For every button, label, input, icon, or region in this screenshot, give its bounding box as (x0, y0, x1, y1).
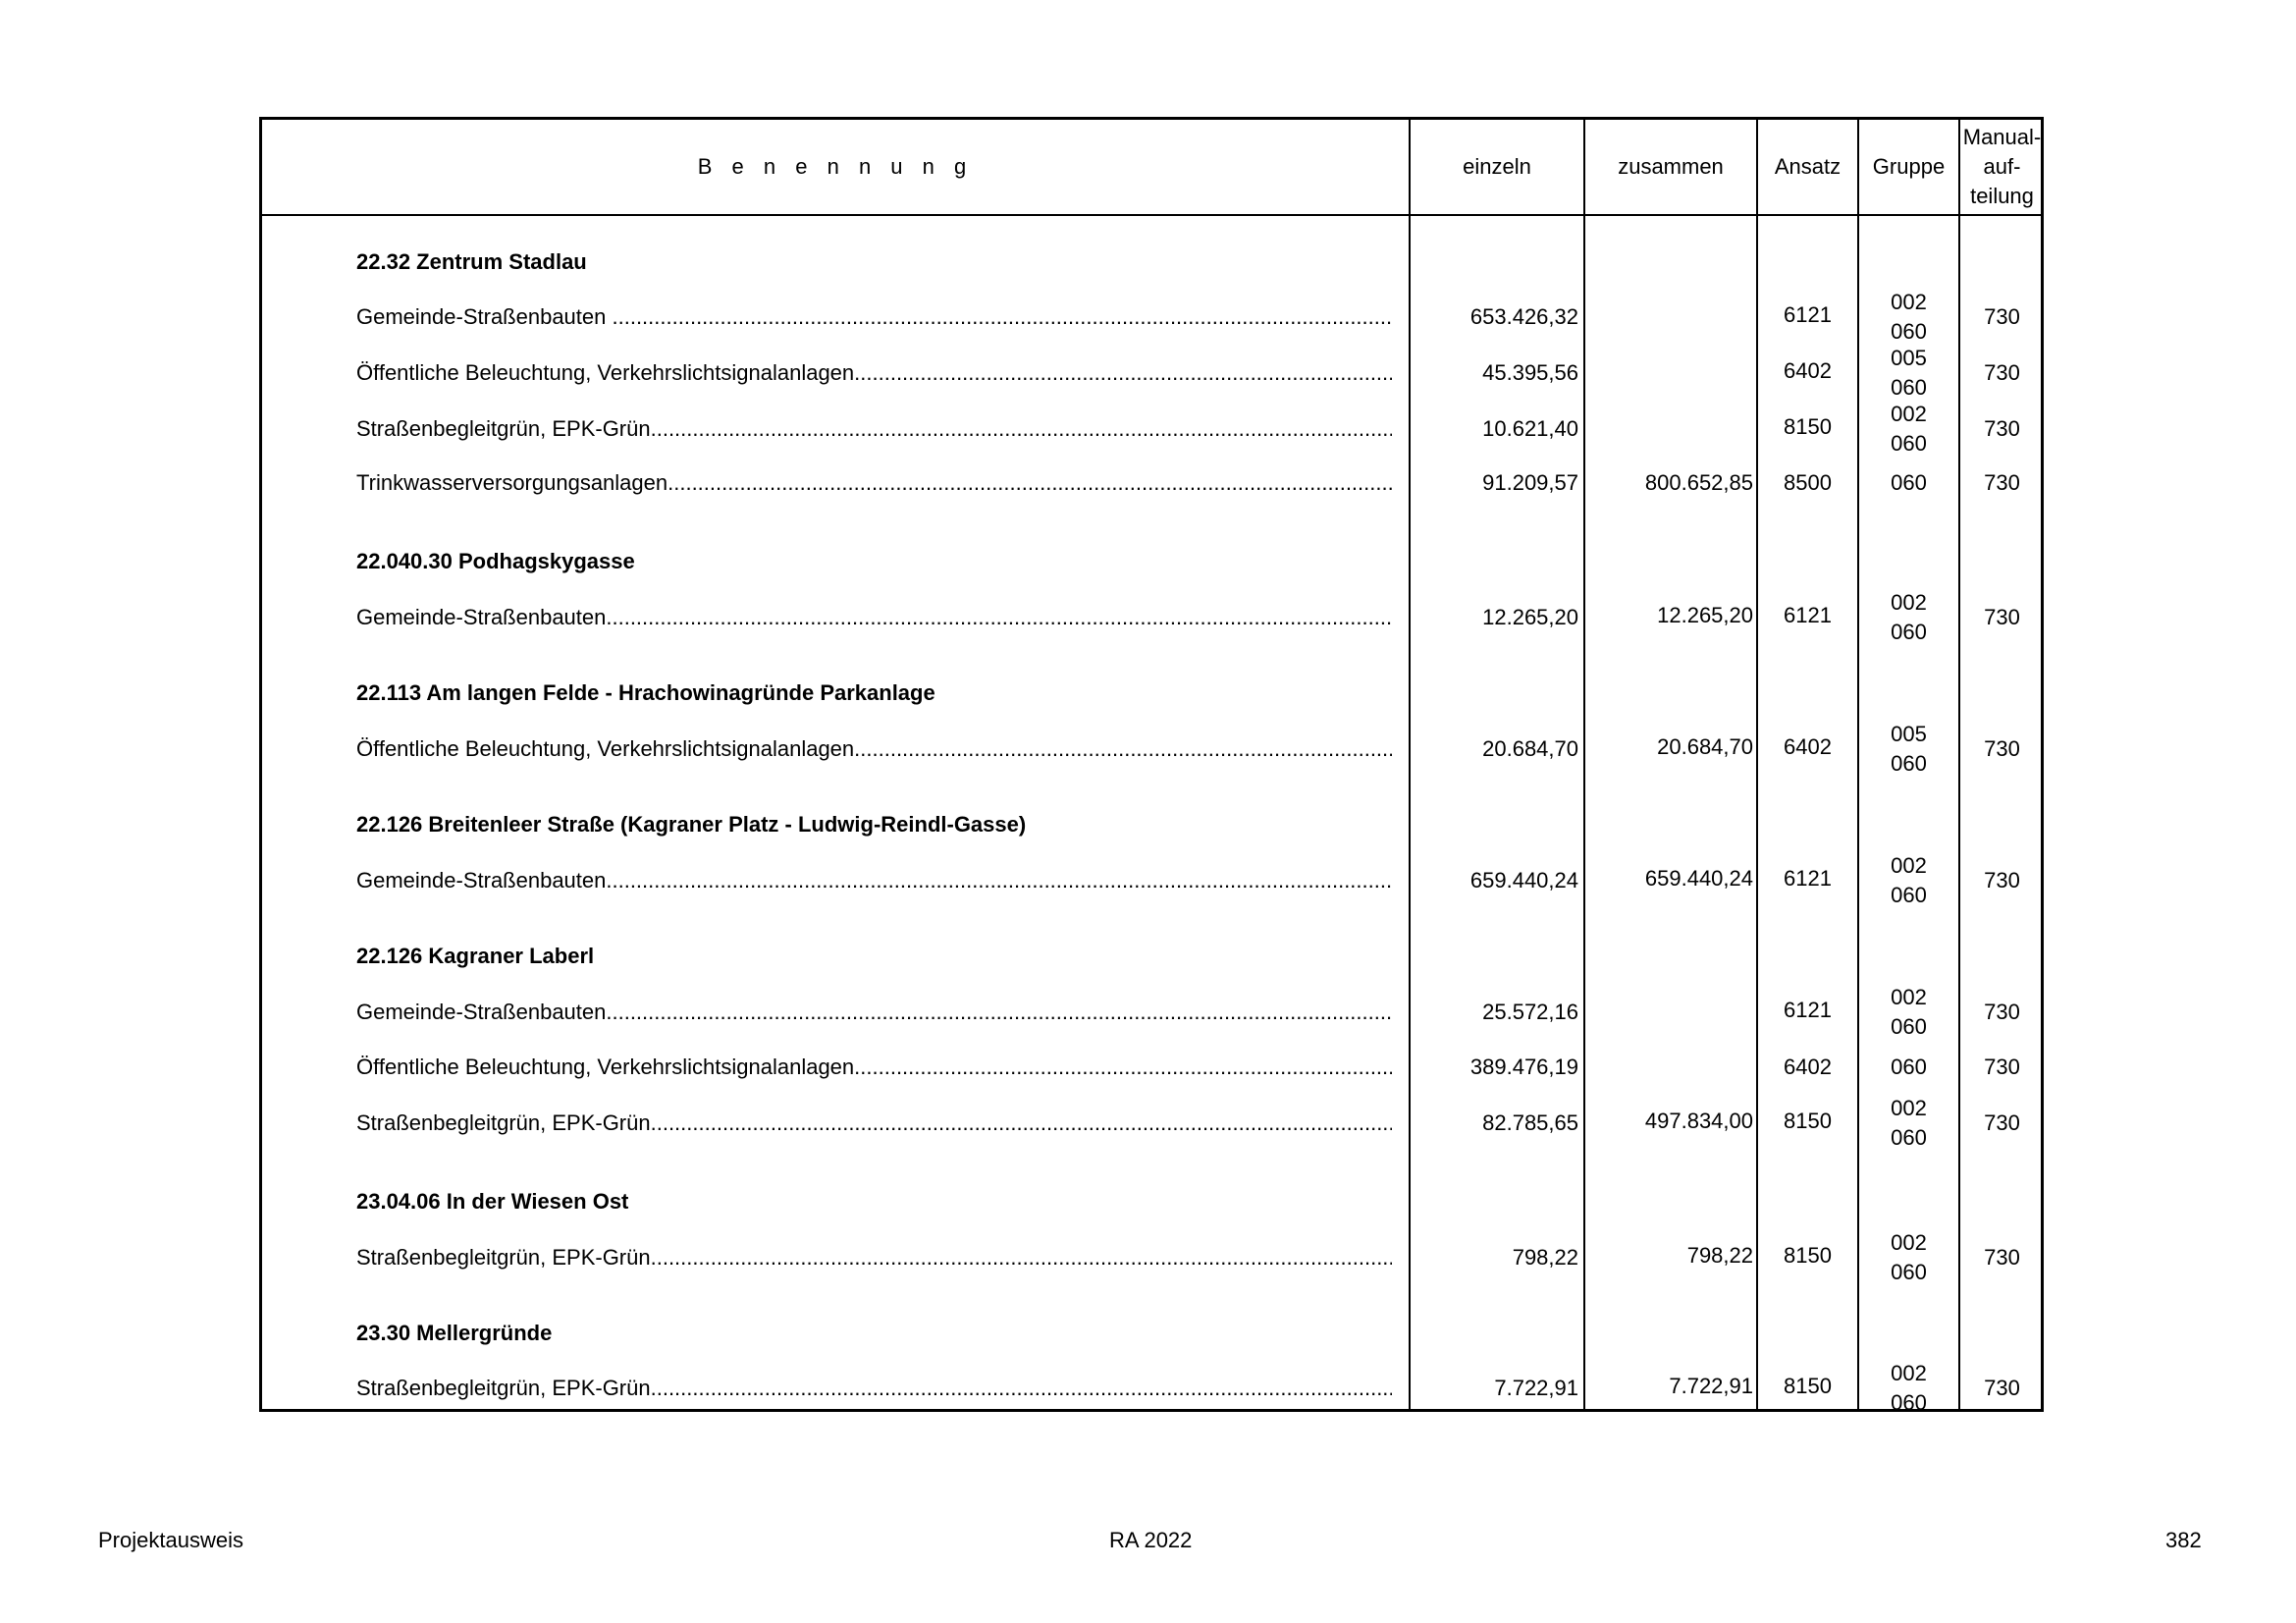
header-manual-line-3: teilung (1970, 184, 2034, 208)
row-gruppe: 002 (1891, 1230, 1927, 1255)
row-manual: 730 (1984, 1110, 2020, 1135)
row-gruppe: 005 (1891, 722, 1927, 746)
row-gruppe: 005 (1891, 346, 1927, 370)
row-manual: 730 (1984, 304, 2020, 329)
row-gruppe: 002 (1891, 290, 1927, 314)
header-benennung: B e n e n n u n g (697, 154, 974, 179)
footer-document-label: Projektausweis (98, 1528, 243, 1552)
header-manual-line-2: auf- (1983, 154, 2021, 179)
row-manual: 730 (1984, 360, 2020, 385)
row-manual: 730 (1984, 736, 2020, 761)
row-manual: 730 (1984, 605, 2020, 629)
row-einzeln: 10.621,40 (1482, 416, 1578, 441)
row-einzeln: 798,22 (1512, 1245, 1578, 1270)
row-label: Straßenbegleitgrün, EPK-Grün ..... (356, 1374, 1392, 1403)
row-gruppe: 060 (1891, 1014, 1927, 1039)
header-gruppe: Gruppe (1872, 154, 1946, 179)
header-manual-line-1: Manual- (1962, 125, 2042, 149)
row-gruppe: 002 (1891, 985, 1927, 1009)
row-ansatz: 8500 (1784, 470, 1832, 495)
row-label: Gemeinde-Straßenbauten ..... (356, 603, 1392, 632)
row-einzeln: 45.395,56 (1482, 360, 1578, 385)
row-zusammen: 7.722,91 (1669, 1374, 1753, 1398)
row-manual: 730 (1984, 1376, 2020, 1400)
row-ansatz: 6121 (1784, 866, 1832, 891)
row-gruppe: 060 (1891, 883, 1927, 907)
header-manual-aufteilung (1960, 120, 2044, 214)
row-gruppe: 060 (1891, 751, 1927, 776)
row-label: Straßenbegleitgrün, EPK-Grün ..... (356, 1243, 1392, 1272)
row-einzeln: 389.476,19 (1469, 1055, 1578, 1079)
row-einzeln: 91.209,57 (1482, 470, 1578, 495)
row-zusammen: 800.652,85 (1644, 470, 1753, 495)
row-gruppe: 002 (1891, 853, 1927, 878)
row-ansatz: 6402 (1784, 1055, 1832, 1079)
header-divider (262, 214, 2041, 216)
project-table (259, 117, 2044, 1415)
row-einzeln: 12.265,20 (1482, 605, 1578, 629)
row-zusammen: 798,22 (1686, 1243, 1753, 1268)
row-gruppe: 060 (1891, 1260, 1927, 1284)
row-einzeln: 659.440,24 (1469, 868, 1578, 893)
section-title: 23.30 Mellergründe (356, 1321, 553, 1345)
row-ansatz: 6402 (1784, 358, 1832, 383)
section-title: 22.126 Kagraner Laberl (356, 944, 595, 968)
row-gruppe: 060 (1891, 319, 1927, 344)
row-label: Gemeinde-Straßenbauten ..... (356, 866, 1392, 895)
header-ansatz: Ansatz (1774, 154, 1842, 179)
row-gruppe: 060 (1891, 1055, 1927, 1079)
row-einzeln: 7.722,91 (1494, 1376, 1578, 1400)
row-manual: 730 (1984, 1000, 2020, 1024)
row-ansatz: 6121 (1784, 998, 1832, 1022)
row-einzeln: 20.684,70 (1482, 736, 1578, 761)
footer-report-year: RA 2022 (1109, 1528, 1193, 1552)
row-ansatz: 6402 (1784, 734, 1832, 759)
header-einzeln: einzeln (1463, 154, 1531, 179)
row-gruppe: 060 (1891, 470, 1927, 495)
row-label: Trinkwasserversorgungsanlagen ..... (356, 468, 1392, 498)
row-gruppe: 002 (1891, 402, 1927, 426)
row-zusammen: 20.684,70 (1657, 734, 1753, 759)
row-manual: 730 (1984, 1055, 2020, 1079)
row-gruppe: 002 (1891, 1096, 1927, 1120)
header-zusammen: zusammen (1618, 154, 1724, 179)
row-gruppe: 002 (1891, 590, 1927, 615)
column-divider (1583, 120, 1585, 1409)
row-gruppe: 060 (1891, 1125, 1927, 1150)
row-gruppe: 060 (1891, 1390, 1927, 1415)
section-title: 22.32 Zentrum Stadlau (356, 249, 587, 274)
row-label: Öffentliche Beleuchtung, Verkehrslichtsignalanlagen ..... (356, 1053, 1392, 1082)
footer-page-number: 382 (2165, 1528, 2202, 1552)
row-gruppe: 002 (1891, 1361, 1927, 1385)
section-title: 22.113 Am langen Felde - Hrachowinagründe Parkanlage (356, 680, 935, 705)
row-einzeln: 25.572,16 (1482, 1000, 1578, 1024)
row-zusammen: 12.265,20 (1657, 603, 1753, 627)
row-gruppe: 060 (1891, 431, 1927, 456)
row-gruppe: 060 (1891, 375, 1927, 400)
row-ansatz: 8150 (1784, 1374, 1832, 1398)
row-manual: 730 (1984, 868, 2020, 893)
row-label: Öffentliche Beleuchtung, Verkehrslichtsignalanlagen ..... (356, 358, 1392, 388)
row-zusammen: 659.440,24 (1644, 866, 1753, 891)
row-label: Gemeinde-Straßenbauten ..... (356, 998, 1392, 1027)
section-title: 22.126 Breitenleer Straße (Kagraner Platz - Ludwig-Reindl-Gasse) (356, 812, 1027, 837)
row-label: Straßenbegleitgrün, EPK-Grün ..... (356, 1109, 1392, 1138)
section-title: 22.040.30 Podhagskygasse (356, 549, 635, 573)
row-manual: 730 (1984, 470, 2020, 495)
row-ansatz: 6121 (1784, 302, 1832, 327)
row-label: Gemeinde-Straßenbauten ..... (356, 302, 1392, 332)
row-label: Öffentliche Beleuchtung, Verkehrslichtsignalanlagen ..... (356, 734, 1392, 764)
row-einzeln: 82.785,65 (1482, 1110, 1578, 1135)
row-gruppe: 060 (1891, 620, 1927, 644)
row-einzeln: 653.426,32 (1469, 304, 1578, 329)
row-ansatz: 6121 (1784, 603, 1832, 627)
row-manual: 730 (1984, 1245, 2020, 1270)
row-zusammen: 497.834,00 (1644, 1109, 1753, 1133)
row-label: Straßenbegleitgrün, EPK-Grün ..... (356, 414, 1392, 444)
row-ansatz: 8150 (1784, 1243, 1832, 1268)
row-ansatz: 8150 (1784, 1109, 1832, 1133)
section-title: 23.04.06 In der Wiesen Ost (356, 1189, 629, 1214)
row-ansatz: 8150 (1784, 414, 1832, 439)
row-manual: 730 (1984, 416, 2020, 441)
